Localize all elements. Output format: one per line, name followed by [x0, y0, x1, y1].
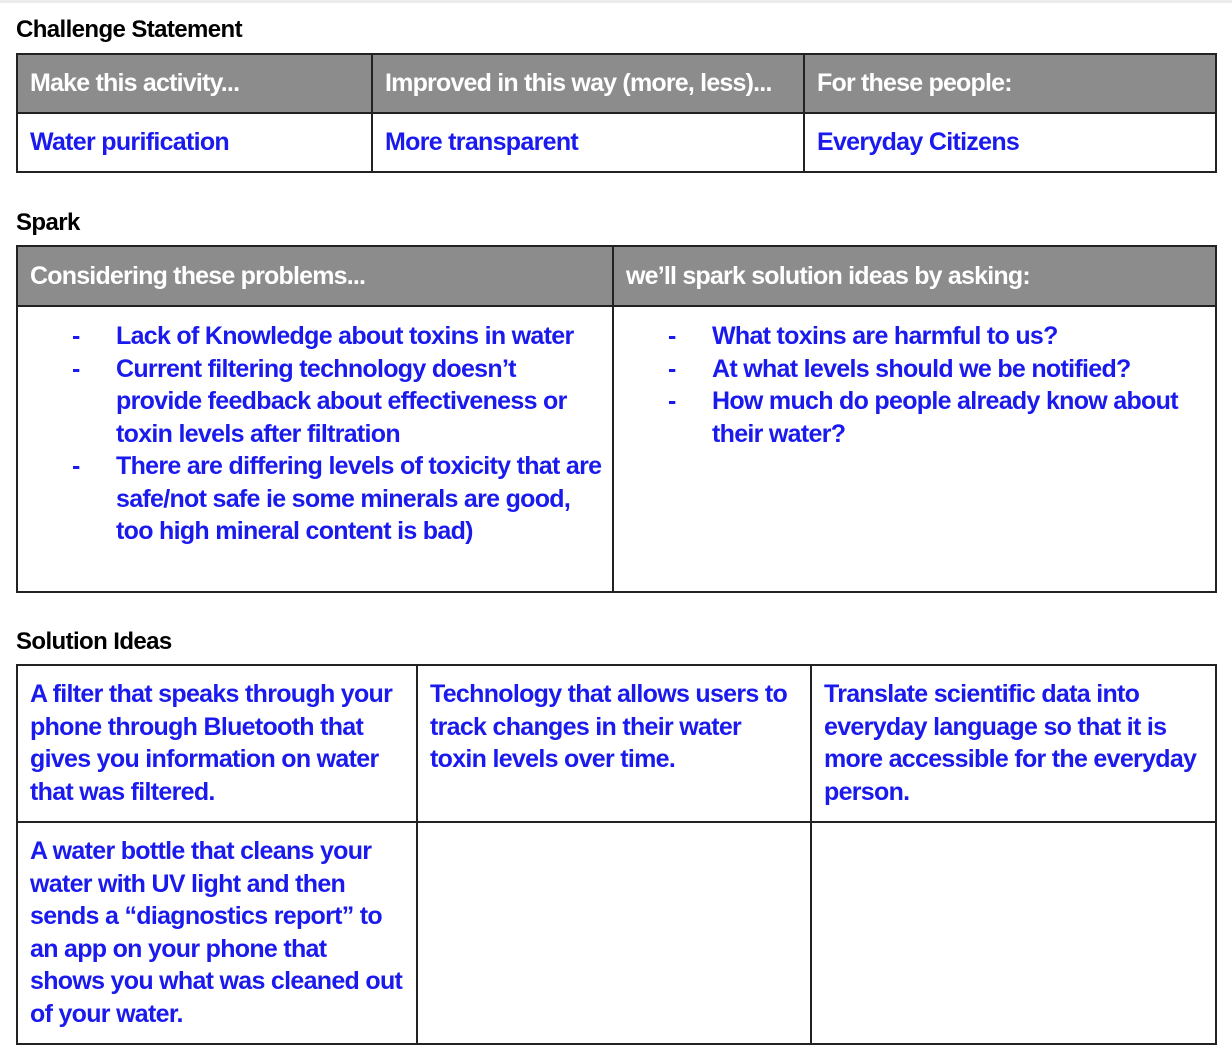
people-value[interactable]: Everyday Citizens	[804, 113, 1216, 172]
spark-header-row	[17, 246, 1216, 306]
question-text: At what levels should we be notified?	[712, 354, 1131, 383]
question-text: What toxins are harmful to us?	[712, 322, 1058, 350]
list-item	[626, 320, 1205, 353]
solution-idea-cell[interactable]: A filter that speaks through your phone through Bluetooth that gives you information on water that was filtered.	[17, 665, 417, 822]
problem-text: Current filtering technology doesn’t provide feedback about effectiveness or toxin levels after filtration	[116, 354, 567, 448]
dash-bullet: -	[668, 387, 676, 415]
problem-text: There are differing levels of toxicity that are safe/not safe ie some minerals are good, too high mineral content is bad)	[116, 452, 602, 545]
dash-bullet: -	[72, 452, 80, 480]
header-people: For these people:	[804, 54, 1216, 113]
list-item	[30, 353, 602, 451]
activity-value[interactable]: Water purification	[17, 113, 372, 172]
dash-bullet: -	[668, 322, 676, 350]
dash-bullet: -	[72, 354, 80, 383]
solution-idea-cell[interactable]	[417, 822, 811, 1044]
spark-title: Spark	[16, 209, 80, 236]
dash-bullet: -	[72, 322, 80, 350]
questions-cell[interactable]	[613, 306, 1216, 592]
solution-ideas-table	[16, 664, 1217, 1045]
questions-list	[626, 320, 1205, 450]
list-item	[626, 385, 1205, 450]
spark-content-row	[17, 306, 1216, 592]
list-item	[30, 450, 602, 548]
problem-text: Lack of Knowledge about toxins in water	[116, 322, 574, 350]
header-activity: Make this activity...	[17, 54, 372, 113]
solution-row	[17, 822, 1216, 1044]
header-questions: we’ll spark solution ideas by asking:	[613, 246, 1216, 306]
solution-idea-cell[interactable]	[811, 822, 1216, 1044]
improvement-value[interactable]: More transparent	[372, 113, 804, 172]
list-item	[626, 353, 1205, 386]
list-item	[30, 320, 602, 353]
challenge-statement-title: Challenge Statement	[16, 16, 242, 43]
question-text: How much do people already know about their water?	[712, 387, 1178, 448]
solution-row	[17, 665, 1216, 822]
problems-list	[30, 320, 602, 548]
header-problems: Considering these problems...	[17, 246, 613, 306]
dash-bullet: -	[668, 354, 676, 383]
solution-ideas-title: Solution Ideas	[16, 628, 172, 655]
solution-idea-cell[interactable]: A water bottle that cleans your water with UV light and then sends a “diagnostics report” to an app on your phone that shows you what was cleaned out of your water.	[17, 822, 417, 1044]
solution-idea-cell[interactable]: Technology that allows users to track changes in their water toxin levels over time.	[417, 665, 811, 822]
header-improvement: Improved in this way (more, less)...	[372, 54, 804, 113]
challenge-header-row	[17, 54, 1216, 113]
challenge-statement-table	[16, 53, 1217, 173]
problems-cell[interactable]	[17, 306, 613, 592]
top-divider	[0, 0, 1232, 3]
challenge-value-row	[17, 113, 1216, 172]
solution-idea-cell[interactable]: Translate scientific data into everyday language so that it is more accessible for the everyday person.	[811, 665, 1216, 822]
spark-table	[16, 245, 1217, 593]
